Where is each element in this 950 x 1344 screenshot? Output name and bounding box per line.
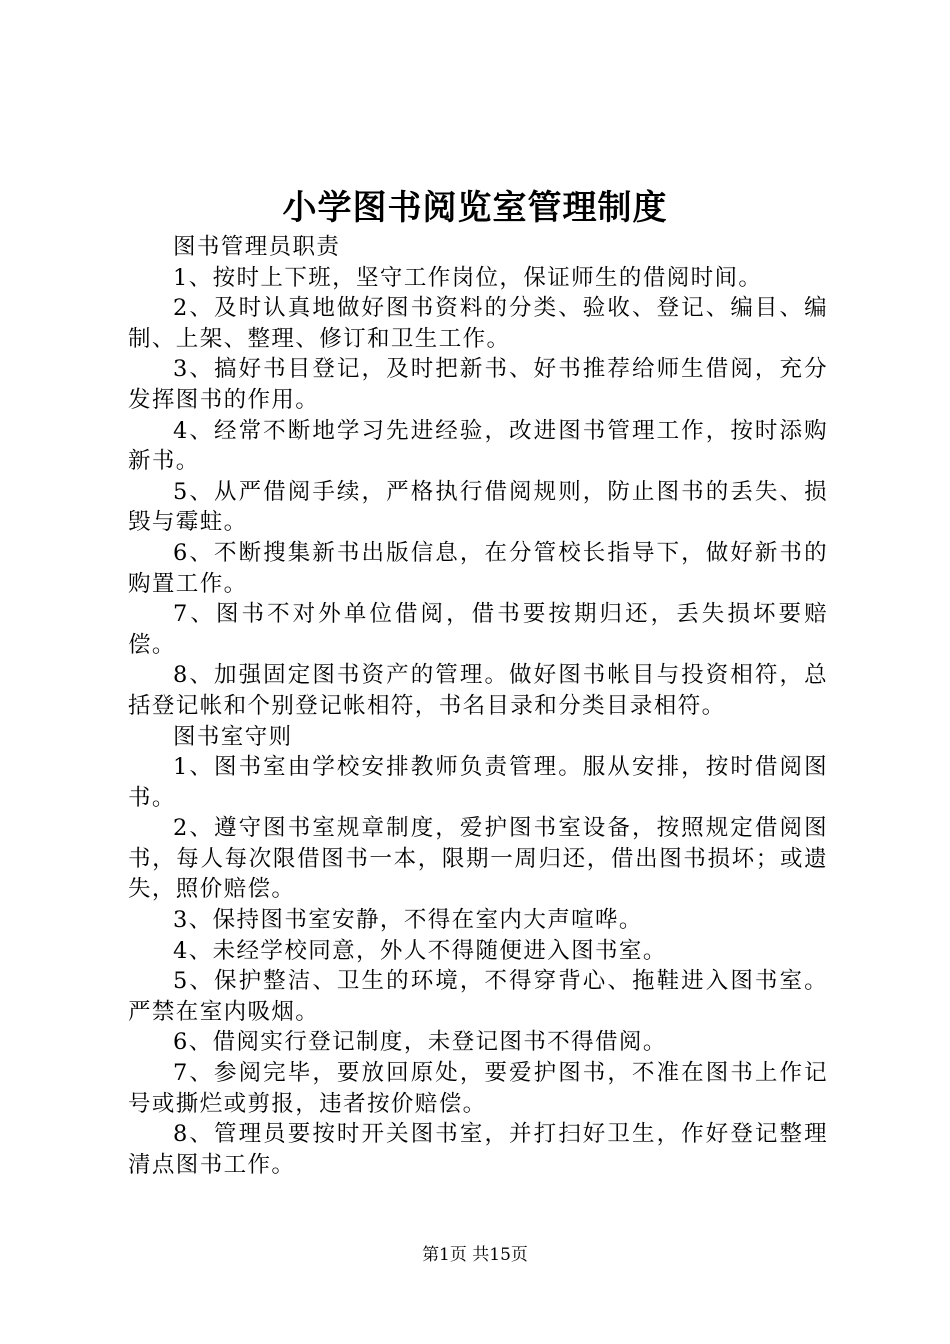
- duty-item-3: 3、搞好书目登记，及时把新书、好书推荐给师生借阅，充分发挥图书的作用。: [128, 356, 828, 413]
- duty-item-8: 8、加强固定图书资产的管理。做好图书帐目与投资相符，总括登记帐和个别登记帐相符，书名目录和分类目录相符。: [128, 662, 828, 719]
- section-heading-library-rules: 图书室守则: [173, 723, 293, 750]
- document-body: [128, 232, 828, 1180]
- duty-item-5: 5、从严借阅手续，严格执行借阅规则，防止图书的丢失、损毁与霉蛀。: [128, 478, 828, 536]
- rule-item-8: 8、管理员要按时开关图书室，并打扫好卫生，作好登记整理清点图书工作。: [128, 1121, 828, 1178]
- duty-item-1: 1、按时上下班，坚守工作岗位，保证师生的借阅时间。: [173, 264, 763, 291]
- duty-item-6: 6、不断搜集新书出版信息，在分管校长指导下，做好新书的购置工作。: [128, 539, 828, 597]
- duty-item-7: 7、图书不对外单位借阅，借书要按期归还，丢失损坏要赔偿。: [128, 601, 828, 658]
- rule-item-4: 4、未经学校同意，外人不得随便进入图书室。: [173, 937, 667, 964]
- rule-item-1: 1、图书室由学校安排教师负责管理。服从安排，按时借阅图书。: [128, 754, 828, 811]
- rule-item-3: 3、保持图书室安静，不得在室内大声喧哗。: [173, 907, 643, 934]
- rule-item-7: 7、参阅完毕，要放回原处，要爱护图书，不准在图书上作记号或撕烂或剪报，违者按价赔偿。: [128, 1060, 828, 1117]
- duty-item-2: 2、及时认真地做好图书资料的分类、验收、登记、编目、编制、上架、整理、修订和卫生工作。: [128, 295, 828, 352]
- section-heading-librarian-duties: 图书管理员职责: [173, 234, 341, 260]
- rule-item-2: 2、遵守图书室规章制度，爱护图书室设备，按照规定借阅图书，每人每次限借图书一本，限期一周归还，借出图书损坏；或遗失，照价赔偿。: [128, 815, 828, 903]
- rule-item-6: 6、借阅实行登记制度，未登记图书不得借阅。: [173, 1029, 667, 1056]
- duty-item-4: 4、经常不断地学习先进经验，改进图书管理工作，按时添购新书。: [128, 417, 828, 475]
- document-title: 小学图书阅览室管理制度: [282, 188, 668, 228]
- page-footer: 第1页 共15页: [422, 1245, 528, 1265]
- rule-item-5: 5、保护整洁、卫生的环境，不得穿背心、拖鞋进入图书室。严禁在室内吸烟。: [128, 968, 828, 1025]
